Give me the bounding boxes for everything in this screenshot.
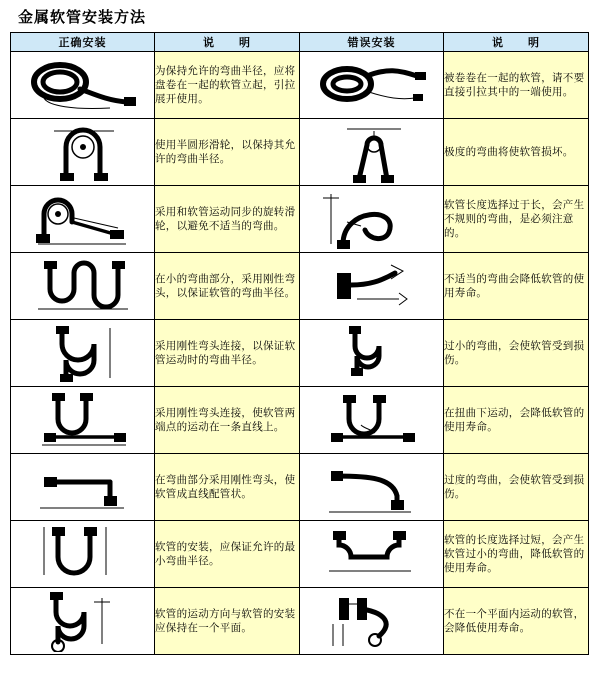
sharp-bend-sheave-figure [300,119,444,186]
coiled-hose-pulled-figure [300,52,444,119]
out-of-plane-motion-figure [300,588,444,655]
table-header-row [11,33,589,52]
row-correct-desc: 为保持允许的弯曲半径，应将盘卷在一起的软管立起，引拉展开使用。 [155,52,300,119]
coiled-hose-standing-figure [11,52,155,119]
row-wrong-desc: 软管长度选择过于长，会产生不规则的弯曲，是必须注意的。 [444,186,589,253]
excess-length-loop-figure [300,186,444,253]
table-row [11,186,589,253]
header-correct-install: 正确安装 [11,33,155,52]
rigid-elbow-connection-figure [11,320,155,387]
header-wrong-desc: 说 明 [444,33,589,52]
header-correct-desc: 说 明 [155,33,300,52]
row-correct-desc: 使用半圆形滑轮，以保持其允许的弯曲半径。 [155,119,300,186]
table-row [11,320,589,387]
table-row [11,387,589,454]
header-wrong-install: 错误安装 [300,33,444,52]
row-wrong-desc: 过小的弯曲，会使软管受到损伤。 [444,320,589,387]
row-correct-desc: 在弯曲部分采用刚性弯头，使软管成直线配管状。 [155,454,300,521]
table-row [11,119,589,186]
row-correct-desc: 软管的运动方向与软管的安装应保持在一个平面。 [155,588,300,655]
twisted-motion-figure [300,387,444,454]
same-plane-motion-figure [11,588,155,655]
table-header [11,33,589,52]
row-wrong-desc: 在扭曲下运动，会降低软管的使用寿命。 [444,387,589,454]
table-row [11,52,589,119]
page-title: 金属软管安装方法 [18,8,147,26]
table-row [11,521,589,588]
over-bend-figure [300,454,444,521]
row-wrong-desc: 不适当的弯曲会降低软管的使用寿命。 [444,253,589,320]
row-correct-desc: 采用刚性弯头连接，使软管两端点的运动在一条直线上。 [155,387,300,454]
min-bend-radius-install-figure [11,521,155,588]
synchronized-rotating-sheave-figure [11,186,155,253]
row-wrong-desc: 过度的弯曲，会使软管受到损伤。 [444,454,589,521]
row-wrong-desc: 极度的弯曲将使软管损坏。 [444,119,589,186]
too-small-bend-figure [300,320,444,387]
straight-pipe-with-elbow-figure [11,454,155,521]
row-correct-desc: 采用和软管运动同步的旋转滑轮，以避免不适当的弯曲。 [155,186,300,253]
improper-bend-figure [300,253,444,320]
too-long-hose-figure [300,521,444,588]
row-correct-desc: 在小的弯曲部分，采用刚性弯头，以保证软管的弯曲半径。 [155,253,300,320]
row-wrong-desc: 不在一个平面内运动的软管，会降低使用寿命。 [444,588,589,655]
table-row [11,454,589,521]
installation-method-table [10,32,589,655]
rigid-bend-small-radius-figure [11,253,155,320]
table-row [11,588,589,655]
row-correct-desc: 采用刚性弯头连接，以保证软管运动时的弯曲半径。 [155,320,300,387]
table-body [11,52,589,655]
semicircular-sheave-figure [11,119,155,186]
row-wrong-desc: 软管的长度选择过短，会产生软管过小的弯曲，降低软管的使用寿命。 [444,521,589,588]
straight-line-motion-figure [11,387,155,454]
row-wrong-desc: 被卷卷在一起的软管，请不要直接引拉其中的一端使用。 [444,52,589,119]
table-row [11,253,589,320]
row-correct-desc: 软管的安装，应保证允许的最小弯曲半径。 [155,521,300,588]
